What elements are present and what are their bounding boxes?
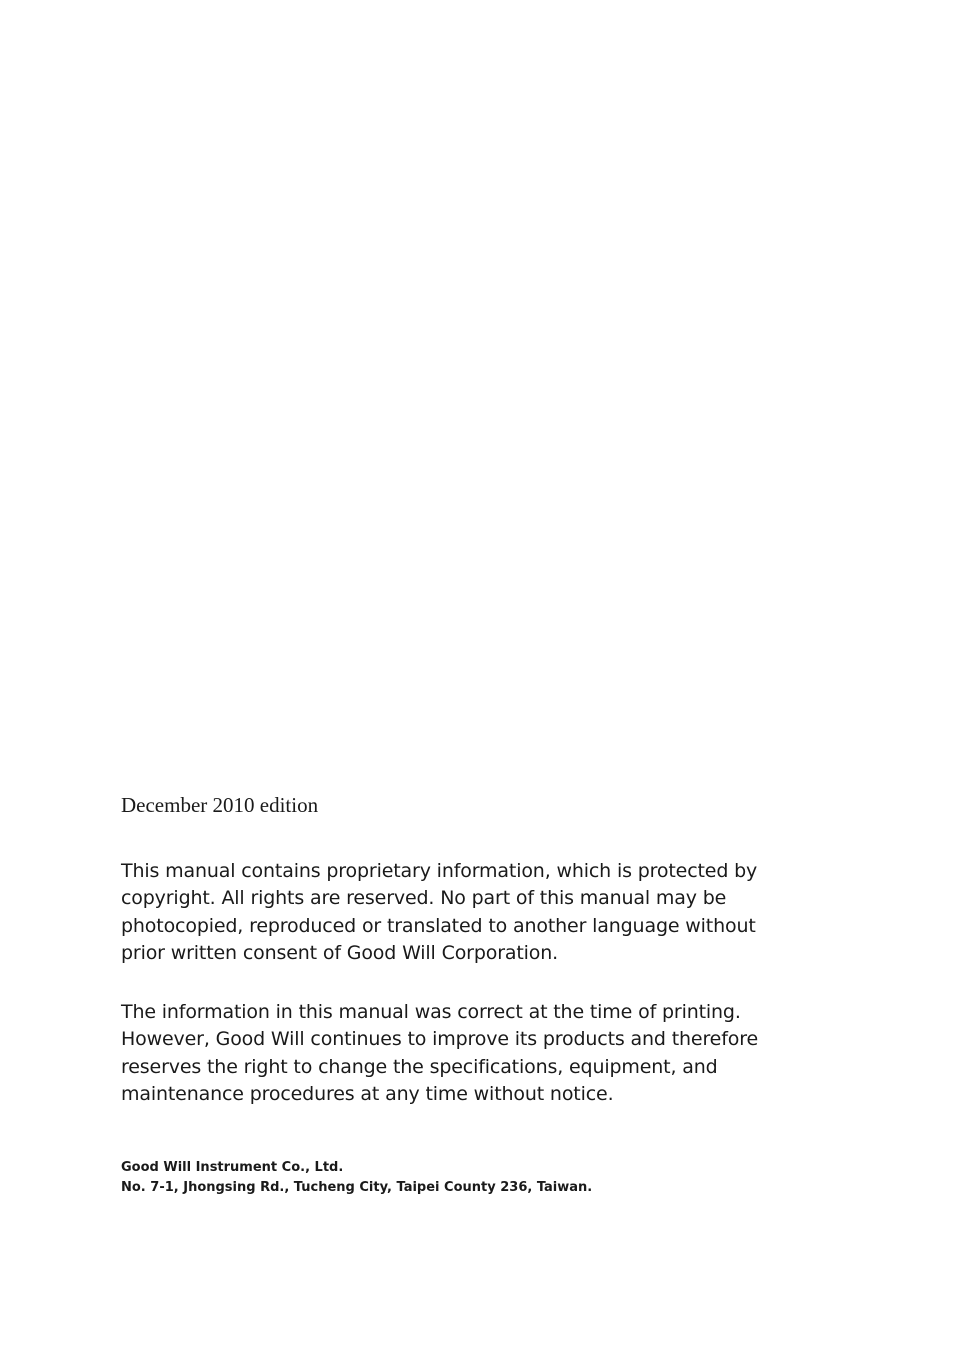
disclaimer-notice xyxy=(121,999,758,1108)
copyright-line: This manual contains proprietary information, which is protected by xyxy=(121,860,758,882)
disclaimer-line: The information in this manual was correct at the time of printing. xyxy=(121,1001,741,1023)
disclaimer-line: reserves the right to change the specifications, equipment, and xyxy=(121,1055,718,1078)
copyright-notice xyxy=(121,858,757,967)
edition-label: December 2010 edition xyxy=(121,793,319,817)
disclaimer-line: maintenance procedures at any time without notice. xyxy=(121,1082,614,1105)
disclaimer-line: However, Good Will continues to improve its products and therefore xyxy=(121,1028,759,1051)
company-address: No. 7-1, Jhongsing Rd., Tucheng City, Taipei County 236, Taiwan. xyxy=(121,1180,593,1195)
copyright-line: copyright. All rights are reserved. No part of this manual may be xyxy=(121,887,727,910)
company-address-block xyxy=(121,1158,592,1198)
copyright-line: photocopied, reproduced or translated to another language without xyxy=(121,914,756,937)
copyright-line: prior written consent of Good Will Corporation. xyxy=(121,941,559,964)
company-name: Good Will Instrument Co., Ltd. xyxy=(121,1160,344,1175)
